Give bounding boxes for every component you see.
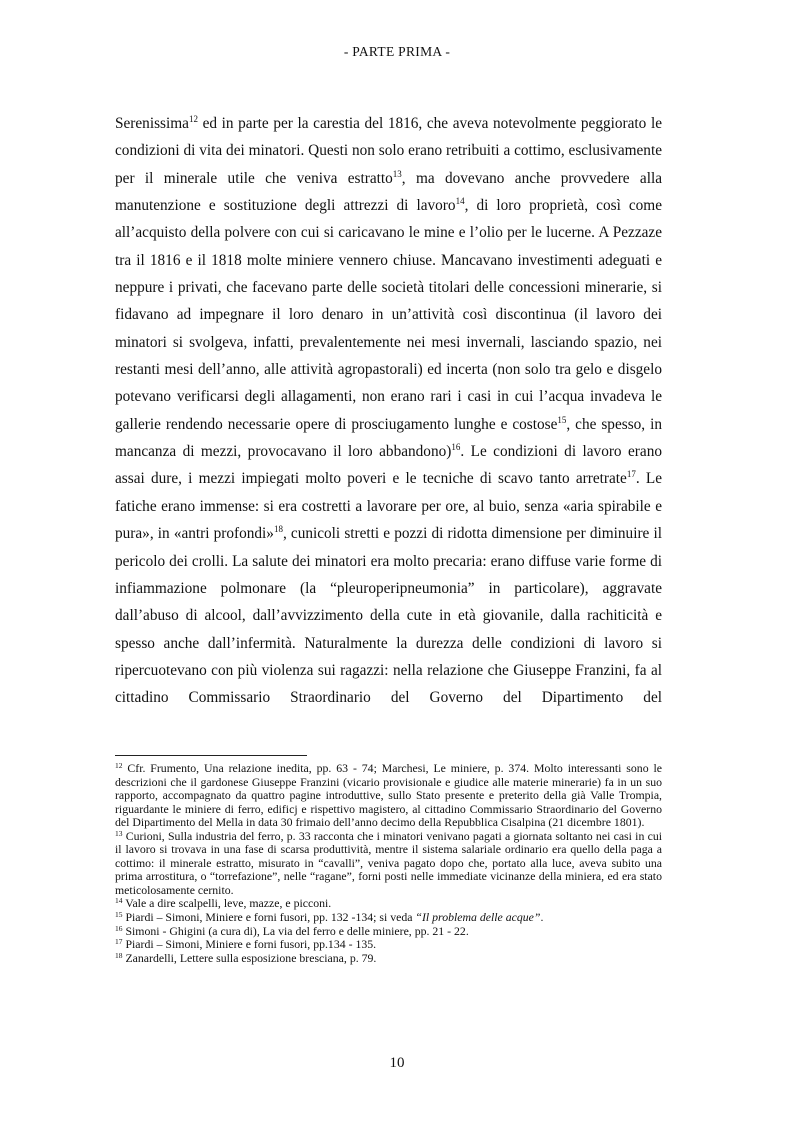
footnote-12 xyxy=(115,762,662,830)
body-text-segment: ed in parte per la carestia del 1816, che aveva notevolmente peggiorato le condizioni di vita dei minatori. Questi non solo erano retribuiti a cottimo, esclusivamente per il minerale utile che veniva estratto xyxy=(115,115,662,187)
main-paragraph xyxy=(115,110,662,712)
footnote-16 xyxy=(115,925,662,939)
body-text-segment: , cunicoli stretti e pozzi di ridotta dimensione per diminuire il pericolo dei crolli. La salute dei minatori era molto precaria: erano diffuse varie forme di infiammazione polmonare (la “pleuroperipneumonia” in particolare), aggravate dall’abuso di alcool, dall’avvizzimento della cute in età giovanile, dalla rachiticità e spesso anche dall’infermità. Naturalmente la durezza delle condizioni di lavoro si ripercuotevano con più violenza sui ragazzi: nella relazione che Giuseppe Franzini, fa al cittadino Commissario Straordinario del Governo del Dipartimento del xyxy=(115,525,662,707)
running-header: - PARTE PRIMA - xyxy=(343,44,451,59)
body-text-segment: Serenissima xyxy=(115,115,189,132)
footnotes xyxy=(115,762,662,965)
footnote-text: Zanardelli, Lettere sulla esposizione bresciana, p. 79. xyxy=(122,950,377,965)
body-text-segment: . Le fatiche erano immense: si era costretti a lavorare per ore, al buio, senza «aria spirabile e pura», in «antri profondi» xyxy=(115,470,662,543)
footnote-italic-title: “Il problema delle acque” xyxy=(415,910,541,925)
footnote-13 xyxy=(115,830,662,898)
footnote-18 xyxy=(115,952,662,966)
footnote-number: 15 xyxy=(115,910,123,920)
page-number: 10 xyxy=(389,1055,405,1071)
footnote-ref-15[interactable]: 15 xyxy=(557,414,567,425)
footnote-number: 16 xyxy=(115,923,123,933)
footnote-divider xyxy=(115,755,307,756)
footnote-ref-12[interactable]: 12 xyxy=(188,114,198,124)
footnote-text: Piardi – Simoni, Miniere e forni fusori, pp.134 - 135. xyxy=(122,937,377,952)
footnote-number: 14 xyxy=(115,896,123,906)
footnote-ref-14[interactable]: 14 xyxy=(455,196,465,207)
footnote-number: 18 xyxy=(115,950,123,960)
footnote-text: Curioni, Sulla industria del ferro, p. 33 racconta che i minatori venivano pagati a giornata soltanto nei casi in cui il lavoro si trovava in una fase di scarsa produttività, mentre il sistema salariale ordinario era quello della paga a cottimo: il minerale estratto, misurato in “cavalli”, veniva pagato dopo che, portato alla luce, aveva subito una prima arrostitura, o “torrefazione”, nelle “ragane”, forni posti nelle immediate vicinanze della miniera, ed era stato meticolosamente cernito. xyxy=(115,828,662,897)
footnote-text-end: . xyxy=(540,910,544,925)
footnote-ref-16[interactable]: 16 xyxy=(451,442,461,453)
body-text-segment: . Le condizioni di lavoro erano assai dure, i mezzi impiegati molto poveri e le tecniche di scavo tanto arretrate xyxy=(115,443,662,488)
body-text-segment: , che spesso, in mancanza di mezzi, provocavano il loro abbandono) xyxy=(115,415,662,461)
footnote-text: Cfr. Frumento, Una relazione inedita, pp. 63 - 74; Marchesi, Le miniere, p. 374. Molto interessanti sono le descrizioni che il gardonese Giuseppe Franzini (vicario provisionale e giudice alle materie minerarie) fa in un suo rapporto, accompagnato da quattro pagine introduttive, sullo Stato presente e preterito della già Valle Trompia, riguardante le miniere di ferro, edificj e rispettivo magistero, al cittadino Commissario Straordinario del Governo del Dipartimento del Mella in data 30 frimaio dell’anno decimo della Repubblica Cisalpina (21 dicembre 1801). xyxy=(115,761,662,830)
body-text-segment: , ma dovevano anche provvedere alla manutenzione e sostituzione degli attrezzi di lavoro xyxy=(115,169,662,215)
footnote-text: Simoni - Ghigini (a cura di), La via del ferro e delle miniere, pp. 21 - 22. xyxy=(122,923,469,938)
footnote-ref-17[interactable]: 17 xyxy=(626,469,636,480)
body-text-segment: , di loro proprietà, così come all’acquisto della polvere con cui si caricavano le mine e l’olio per le lucerne. A Pezzaze tra il 1816 e il 1818 molte miniere vennero chiuse. Mancavano investimenti adeguati e neppure i privati, che facevano parte delle società titolari delle concessioni minerarie, si fidavano ad impegnare il loro denaro in un’attività così discontinua (il lavoro dei minatori si svolgeva, infatti, prevalentemente nei mesi invernali, lasciando spazio, nei restanti mesi dell’anno, alle attività agropastorali) ed incerta (non solo tra gelo e disgelo potevano verificarsi degli allagamenti, non erano rari i casi in cui l’acqua invadeva le gallerie rendendo necessarie opere di prosciugamento lunghe e costose xyxy=(115,197,662,433)
footnote-15 xyxy=(115,911,662,925)
footnote-number: 12 xyxy=(115,761,123,770)
footnote-text: Vale a dire scalpelli, leve, mazze, e picconi. xyxy=(122,896,332,911)
footnote-ref-18[interactable]: 18 xyxy=(273,524,283,535)
footnote-number: 13 xyxy=(115,828,123,838)
footnote-number: 17 xyxy=(115,937,123,947)
footnote-text: Piardi – Simoni, Miniere e forni fusori, pp. 132 -134; si veda xyxy=(122,910,416,925)
footnote-14 xyxy=(115,897,662,911)
footnote-17 xyxy=(115,938,662,952)
footnote-ref-13[interactable]: 13 xyxy=(392,168,402,179)
